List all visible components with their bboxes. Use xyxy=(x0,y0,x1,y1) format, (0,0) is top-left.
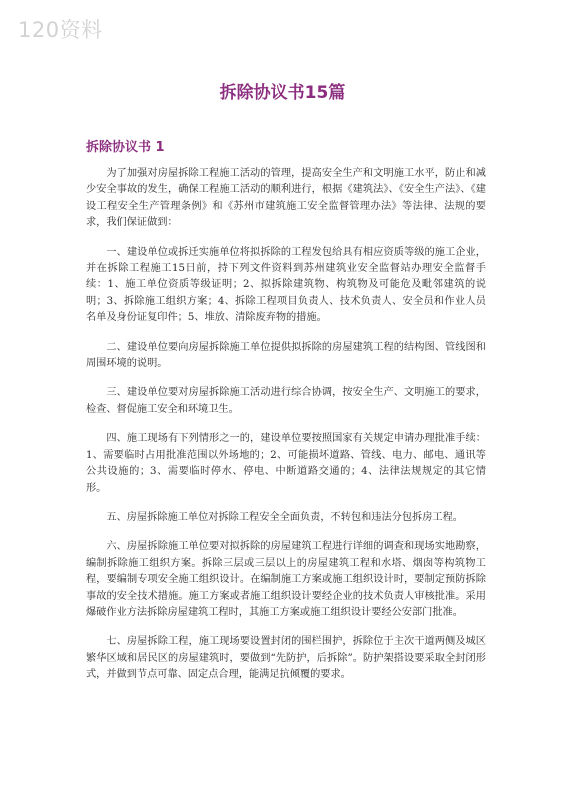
document-body xyxy=(86,166,486,697)
paragraph-clause-6: 六、房屋拆除施工单位要对拟拆除的房屋建筑工程进行详细的调查和现场实地勘察，编制拆除施工组织方案。拆除三层或三层以上的房屋建筑工程和水塔、烟囱等构筑物工程，要编制专项安全施工组织设计。在编制施工方案或施工组织设计时，要制定预防拆除事故的安全技术措施。施工方案或者施工组织设计要经企业的技术负责人审核批准。采用爆破作业方法拆除房屋建筑工程时，其施工方案或施工组织设计要经公安部门批准。 xyxy=(86,541,486,618)
paragraph-clause-3: 三、建设单位要对房屋拆除施工活动进行综合协调，按安全生产、文明施工的要求，检查、督促施工安全和环境卫生。 xyxy=(86,387,486,415)
paragraph-clause-7: 七、房屋拆除工程，施工现场要设置封闭的围栏围护，拆除位于主次干道两侧及城区繁华区域和居民区的房屋建筑时，要做到“先防护，后拆除”。防护架搭设要采取全封闭形式，并做到节点可靠、固定点合理，能满足抗倾覆的要求。 xyxy=(86,636,486,681)
paragraph-intro: 为了加强对房屋拆除工程施工活动的管理，提高安全生产和文明施工水平，防止和减少安全事故的发生，确保工程施工活动的顺利进行，根据《建筑法》、《安全生产法》、《建设工程安全生产管理条例》和《苏州市建筑施工安全监督管理办法》等法律、法规的要求，我们保证做到： xyxy=(86,168,486,229)
document-title: 拆除协议书15篇 xyxy=(219,83,346,103)
paragraph-clause-4: 四、施工现场有下列情形之一的，建设单位要按照国家有关规定申请办理批准手续：1、需要临时占用批准范围以外场地的；2、可能损坏道路、管线、电力、邮电、通讯等公共设施的；3、需要临时停水、停电、中断道路交通的；4、法律法规规定的其它情形。 xyxy=(86,433,486,494)
watermark-logo: 120资料 xyxy=(18,18,103,42)
paragraph-clause-2: 二、建设单位要向房屋拆除施工单位提供拟拆除的房屋建筑工程的结构图、管线图和周围环境的说明。 xyxy=(86,341,486,370)
paragraph-clause-1: 一、建设单位或拆迁实施单位将拟拆除的工程发包给具有相应资质等级的施工企业，并在拆除工程施工15日前，持下列文件资料到苏州建筑业安全监督站办理安全监督手续：1、施工单位资质等级证明；2、拟拆除建筑物、构筑物及可能危及毗邻建筑的说明；3、拆除施工组织方案；4、拆除工程项目负责人、技术负责人、安全员和作业人员名单及身份证复印件；5、堆放、清除废弃物的措施。 xyxy=(86,246,486,324)
paragraph-clause-5: 五、房屋拆除施工单位对拆除工程安全全面负责，不转包和违法分包拆房工程。 xyxy=(106,511,463,523)
section-title: 拆除协议书 1 xyxy=(86,140,165,155)
